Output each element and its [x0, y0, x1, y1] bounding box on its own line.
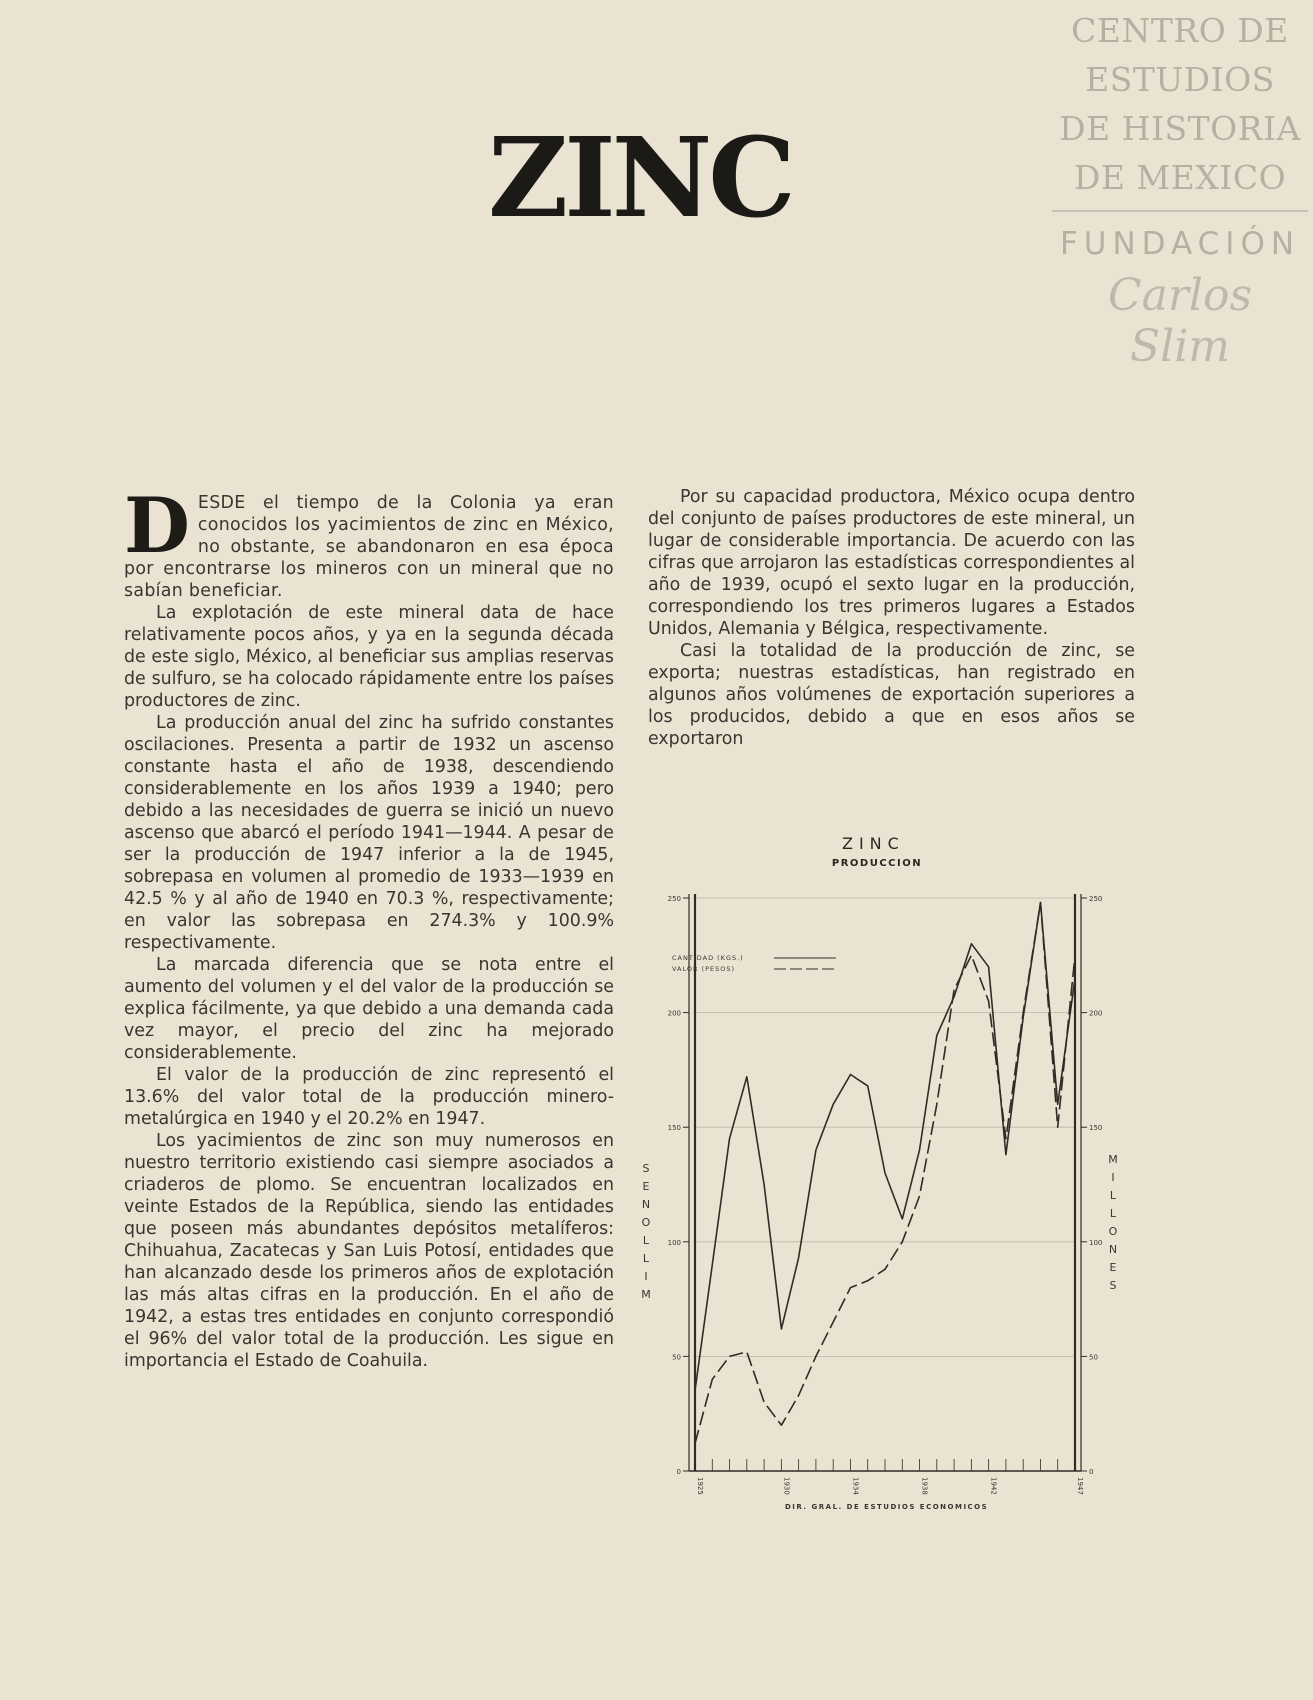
- right-tick-label: 150: [1089, 1124, 1103, 1133]
- right-axis-label-letter: S: [1109, 1279, 1117, 1292]
- left-axis-label-letter: O: [641, 1216, 651, 1229]
- left-axis-label-letter: L: [642, 1252, 650, 1265]
- drop-cap: D: [124, 481, 190, 570]
- watermark: [1052, 6, 1308, 372]
- series-line-cantidad: [695, 903, 1075, 1391]
- watermark-divider: [1052, 210, 1308, 212]
- x-tick-label: 1930: [782, 1477, 791, 1495]
- paragraph: [124, 481, 614, 602]
- right-axis-label-letter: L: [1109, 1207, 1117, 1220]
- paragraph-text: ESDE el tiempo de la Colonia ya eran conocidos los yacimientos de zinc en México, no obstante, se abandonaron en esa época por encontrarse los mineros con un mineral que no sabían beneficiar.: [124, 493, 614, 601]
- right-tick-label: 250: [1089, 895, 1103, 903]
- left-column: [124, 481, 614, 1372]
- left-axis-label-letter: I: [644, 1270, 648, 1283]
- chart-title: ZINC: [842, 834, 905, 853]
- left-tick-label: 200: [667, 1009, 681, 1018]
- legend-label: CANTIDAD (KGS.): [672, 954, 744, 962]
- right-axis-label-letter: E: [1109, 1261, 1117, 1274]
- right-axis-label-letter: I: [1111, 1171, 1115, 1184]
- right-tick-label: 100: [1089, 1238, 1103, 1247]
- zinc-production-chart: [640, 878, 1120, 1518]
- right-axis-label-letter: L: [1109, 1189, 1117, 1202]
- x-tick-label: 1925: [696, 1477, 704, 1495]
- right-tick-label: 50: [1089, 1353, 1098, 1362]
- paragraph: Los yacimientos de zinc son muy numerosos en nuestro territorio existiendo casi siempre asociados a criaderos de plomo. Se encuentran localizados en veinte Estados de la República, siendo las entidades que poseen más abundantes depósitos metalíferos: Chihuahua, Zacatecas y San Luis Potosí, entidades que han alcanzado desde los primeros años de explotación las más altas cifras en la producción. En el año de 1942, a estas tres entidades en conjunto correspondió el 96% del valor total de la producción. Les sigue en importancia el Estado de Coahuila.: [124, 1131, 614, 1371]
- paragraph: La explotación de este mineral data de hace relativamente pocos años, y ya en la segunda década de este siglo, México, al beneficiar sus amplias reservas de sulfuro, se ha colocado rápidamente entre los países productores de zinc.: [124, 603, 614, 711]
- legend-label: VALOR (PESOS): [672, 965, 736, 973]
- left-axis-label-letter: M: [641, 1288, 651, 1301]
- left-tick-label: 0: [676, 1468, 681, 1476]
- chart-credit: DIR. GRAL. DE ESTUDIOS ECONOMICOS: [785, 1503, 989, 1511]
- article-title: ZINC: [488, 113, 792, 242]
- left-axis-label-letter: N: [641, 1198, 651, 1211]
- watermark-line: ESTUDIOS: [1085, 60, 1275, 99]
- left-axis-label-letter: S: [642, 1162, 650, 1175]
- x-tick-label: 1942: [989, 1477, 998, 1495]
- left-axis-label-letter: L: [642, 1234, 650, 1247]
- left-axis-label-letter: E: [642, 1180, 650, 1193]
- left-tick-label: 50: [672, 1353, 681, 1362]
- left-tick-label: 100: [667, 1238, 681, 1247]
- x-tick-label: 1934: [851, 1477, 860, 1495]
- left-tick-label: 250: [667, 895, 681, 903]
- watermark-line: DE HISTORIA: [1059, 109, 1301, 148]
- left-tick-label: 150: [667, 1124, 681, 1133]
- watermark-signature: Carlos Slim: [1107, 270, 1253, 372]
- chart-subtitle: PRODUCCION: [831, 858, 923, 869]
- watermark-foundation: FUNDACIÓN: [1059, 226, 1301, 262]
- paragraph: La producción anual del zinc ha sufrido constantes oscilaciones. Presenta a partir de 1932 un ascenso constante hasta el año de 1938, descendiendo considerablemente en los años 1939 a 1940; pero debido a las necesidades de guerra se inició un nuevo ascenso que abarcó el período 1941—1944. A pesar de ser la producción de 1947 inferior a la de 1945, sobrepasa en volumen al promedio de 1933—1939 en 42.5 % y al año de 1940 en 70.3 %, respectivamente; en valor las sobrepasa en 274.3% y 100.9% respectivamente.: [124, 713, 614, 953]
- watermark-line: DE MEXICO: [1073, 158, 1287, 197]
- right-axis-label-letter: N: [1108, 1243, 1118, 1256]
- watermark-line: CENTRO DE: [1071, 11, 1289, 50]
- right-column: [648, 486, 1135, 750]
- right-tick-label: 200: [1089, 1009, 1103, 1018]
- right-axis-label-letter: M: [1108, 1153, 1118, 1166]
- right-tick-label: 0: [1089, 1468, 1094, 1476]
- x-tick-label: 1938: [920, 1477, 929, 1495]
- x-tick-label: 1947: [1076, 1477, 1084, 1495]
- paragraph: El valor de la producción de zinc representó el 13.6% del valor total de la producción minero-metalúrgica en 1940 y el 20.2% en 1947.: [124, 1065, 614, 1129]
- paragraph: La marcada diferencia que se nota entre el aumento del volumen y el del valor de la producción se explica fácilmente, ya que debido a una demanda cada vez mayor, el precio del zinc ha mejorado considerablemente.: [124, 955, 614, 1063]
- paragraph: Por su capacidad productora, México ocupa dentro del conjunto de países productores de este mineral, un lugar de considerable importancia. De acuerdo con las cifras que arrojaron las estadísticas correspondientes al año de 1939, ocupó el sexto lugar en la producción, correspondiendo los tres primeros lugares a Estados Unidos, Alemania y Bélgica, respectivamente.: [648, 487, 1135, 639]
- right-axis-label-letter: O: [1108, 1225, 1118, 1238]
- paragraph: Casi la totalidad de la producción de zinc, se exporta; nuestras estadísticas, han registrado en algunos años volúmenes de exportación superiores a los producidos, debido a que en esos años se exportaron: [648, 641, 1135, 749]
